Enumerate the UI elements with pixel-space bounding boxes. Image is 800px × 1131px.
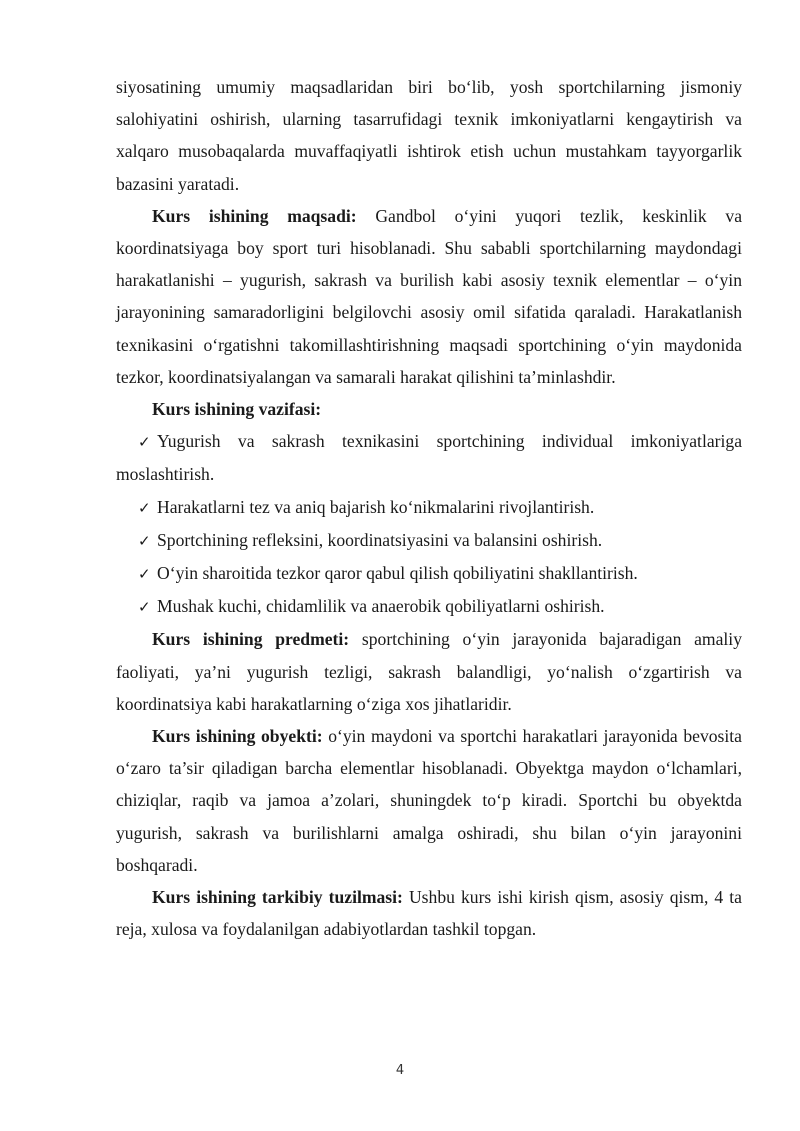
goal-text: Gandbol o‘yini yuqori tezlik, keskinlik va koordinatsiyaga boy sport turi hisoblanadi. Shu sababli sportchilarning maydondagi harakatlanishi – yugurish, sakrash va burilish kabi asosiy texnik elementlar – o‘yin jarayonining samaradorligini belgilovchi asosiy omil sifatida qaraladi. Harakatlanish texnikasini o‘rgatishni takomillashtirishning maqsadi sportchining o‘yin maydonida tezkor, koordinatsiyalangan va samarali harakat qilishini ta’minlashdir. — [116, 205, 743, 387]
task-item — [116, 557, 742, 590]
checkmark-icon: ✓ — [138, 565, 151, 584]
tasks-heading-paragraph — [116, 393, 742, 425]
structure-paragraph — [116, 881, 742, 945]
task-item — [116, 425, 742, 490]
object-text: o‘yin maydoni va sportchi harakatlari jarayonida bevosita o‘zaro ta’sir qiladigan barcha elementlar hisoblanadi. Obyektga maydon o‘lchamlari, chiziqlar, raqib va jamoa a’zolari, shuningdek to‘p kiradi. Sportchi bu obyektda yugurish, sakrash va burilishlarni amalga oshiradi, shu bilan o‘yin jarayonini boshqaradi. — [116, 726, 742, 875]
checkmark-icon: ✓ — [138, 433, 151, 452]
page-number: 4 — [395, 1063, 405, 1078]
object-heading: Kurs ishining obyekti: — [152, 726, 323, 747]
structure-text: Ushbu kurs ishi kirish qism, asosiy qism, 4 ta reja, xulosa va foydalanilgan adabiyotlardan tashkil topgan. — [116, 887, 742, 940]
task-text: Mushak kuchi, chidamlilik va anaerobik qobiliyatlarni oshirish. — [157, 596, 605, 617]
task-item — [116, 491, 742, 524]
structure-heading: Kurs ishining tarkibiy tuzilmasi: — [152, 887, 403, 908]
goal-heading: Kurs ishining maqsadi: — [152, 205, 357, 226]
intro-paragraph: siyosatining umumiy maqsadlaridan biri bo‘lib, yosh sportchilarning jismoniy salohiyatini oshirish, ularning tasarrufidagi texnik imkoniyatlarni kengaytirish va xalqaro musobaqalarda muvaffaqiyatli ishtirok etish uchun mustahkam tayyorgarlik bazasini yaratadi. — [116, 77, 742, 194]
task-text: Harakatlarni tez va aniq bajarish ko‘nikmalarini rivojlantirish. — [157, 496, 595, 517]
task-item — [116, 524, 742, 557]
subject-heading: Kurs ishining predmeti: — [152, 629, 350, 650]
subject-text: sportchining o‘yin jarayonida bajaradigan amaliy faoliyati, ya’ni yugurish tezligi, sakrash balandligi, yo‘nalish o‘zgartirish va koordinatsiya kabi harakatlarning o‘ziga xos jihatlaridir. — [116, 629, 742, 714]
task-text: Sportchining refleksini, koordinatsiyasini va balansini oshirish. — [157, 529, 603, 550]
goal-paragraph — [116, 200, 742, 393]
subject-paragraph — [116, 623, 742, 720]
document-page — [116, 71, 742, 945]
checkmark-icon: ✓ — [138, 598, 151, 617]
object-paragraph — [116, 720, 742, 881]
task-text: O‘yin sharoitida tezkor qaror qabul qilish qobiliyatini shakllantirish. — [157, 563, 638, 584]
checkmark-icon: ✓ — [138, 498, 151, 517]
checkmark-icon: ✓ — [138, 531, 151, 550]
task-item — [116, 590, 742, 623]
task-text: Yugurish va sakrash texnikasini sportchining individual imkoniyatlariga moslashtirish. — [116, 431, 742, 485]
tasks-heading: Kurs ishining vazifasi: — [152, 399, 322, 420]
